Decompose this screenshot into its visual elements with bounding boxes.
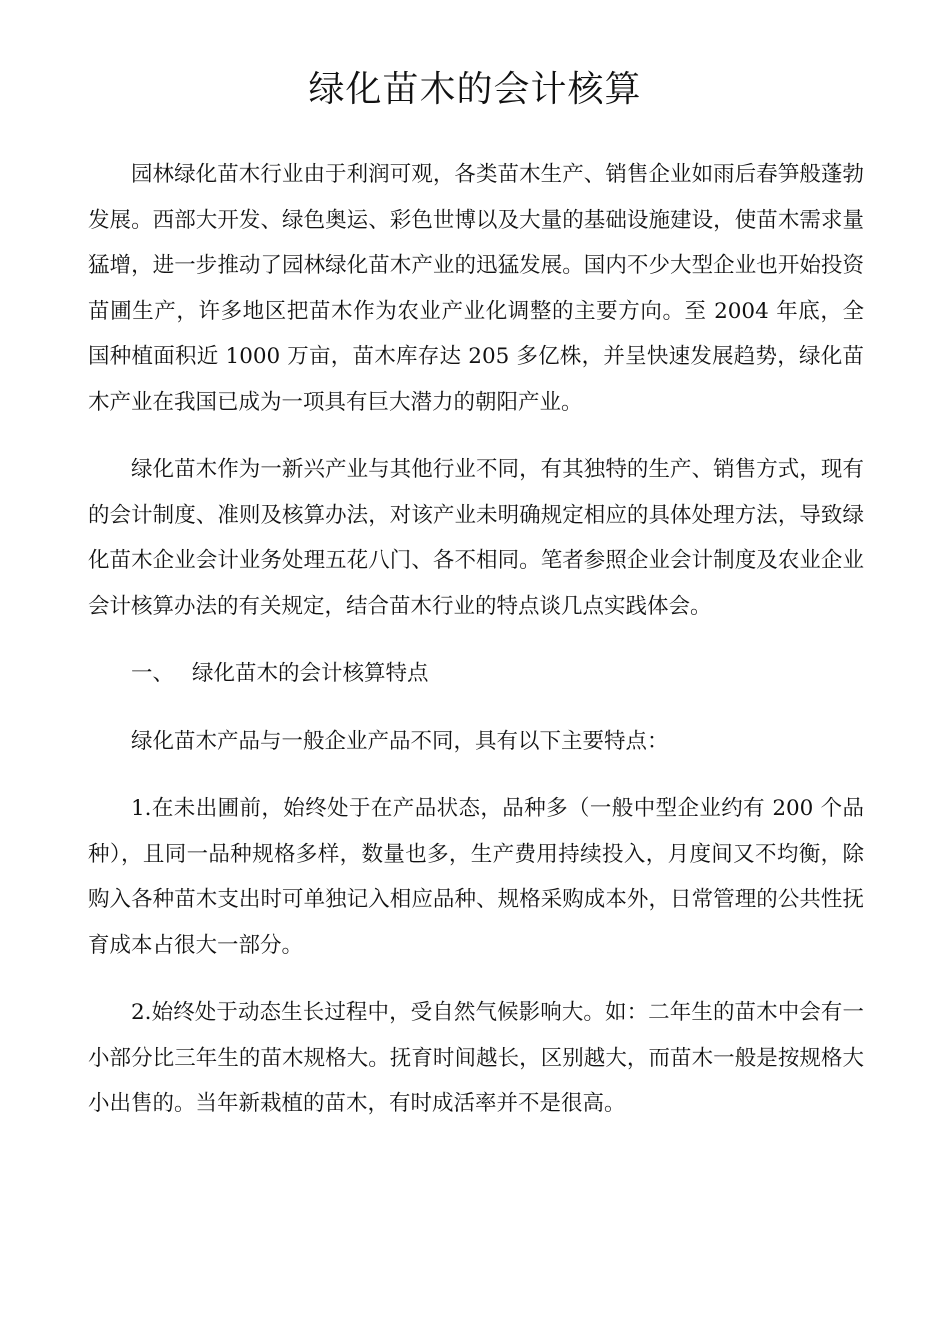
document-body (88, 152, 864, 1127)
paragraph-features-intro: 绿化苗木产品与一般企业产品不同，具有以下主要特点： (131, 728, 669, 754)
paragraph-intro: 园林绿化苗木行业由于利润可观，各类苗木生产、销售企业如雨后春笋般蓬勃发展。西部大开发、绿色奥运、彩色世博以及大量的基础设施建设，使苗木需求量猛增，进一步推动了园林绿化苗木产业的迅猛发展。国内不少大型企业也开始投资苗圃生产，许多地区把苗木作为农业产业化调整的主要方向。至 2004 年底，全国种植面积近 1000 万亩，苗木库存达 205 多亿株，并呈快速发展趋势，绿化苗木产业在我国已成为一项具有巨大潜力的朝阳产业。 (88, 162, 864, 415)
section-number: 一、 (131, 661, 175, 686)
paragraph-feature-2: 2.始终处于动态生长过程中，受自然气候影响大。如：二年生的苗木中会有一小部分比三年生的苗木规格大。抚育时间越长，区别越大，而苗木一般是按规格大小出售的。当年新栽植的苗木，有时成活率并不是很高。 (88, 1000, 864, 1116)
paragraph-feature-1: 1.在未出圃前，始终处于在产品状态，品种多（一般中型企业约有 200 个品种），且同一品种规格多样，数量也多，生产费用持续投入，月度间又不均衡，除购入各种苗木支出时可单独记入相应品种、规格采购成本外，日常管理的公共性抚育成本占很大一部分。 (88, 796, 864, 958)
paragraph-background: 绿化苗木作为一新兴产业与其他行业不同，有其独特的生产、销售方式，现有的会计制度、准则及核算办法，对该产业未明确规定相应的具体处理方法，导致绿化苗木企业会计业务处理五花八门、各不相同。笔者参照企业会计制度及农业企业会计核算办法的有关规定，结合苗木行业的特点谈几点实践体会。 (88, 457, 864, 619)
section-heading-1 (88, 651, 864, 697)
document-title: 绿化苗木的会计核算 (308, 69, 642, 110)
section-title: 绿化苗木的会计核算特点 (192, 661, 429, 686)
